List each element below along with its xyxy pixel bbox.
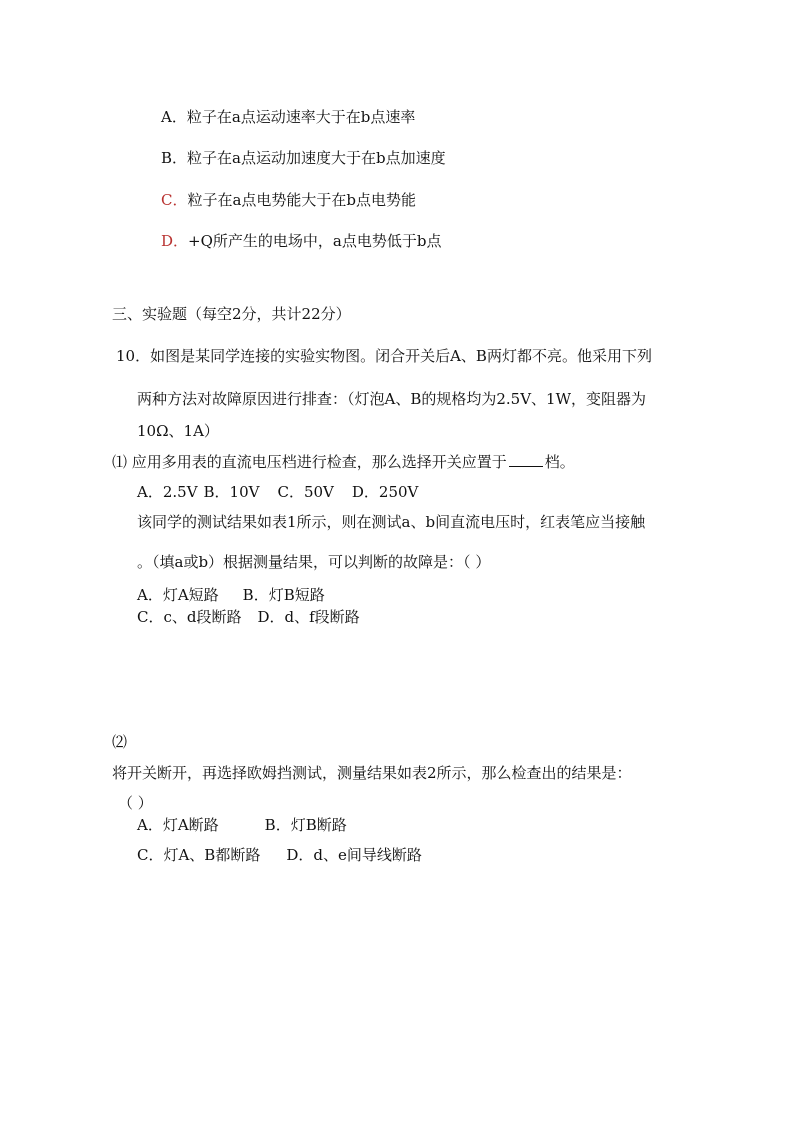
q10-part1-prompt — [112, 452, 575, 471]
part1-text2: 。（填a或b）根据测量结果，可以判断的故障是：（ ） — [137, 553, 491, 571]
part1-option-c: C．50V — [277, 483, 334, 501]
part2-choice-d: D．d、e间导线断路 — [286, 846, 422, 864]
option-c-text: 粒子在a点电势能大于在b点电势能 — [187, 191, 417, 209]
part1-choice-a: A．灯A短路 — [137, 586, 219, 604]
part1-text1: 该同学的测试结果如表1所示，则在测试a、b间直流电压时，红表笔应当接触 — [137, 513, 646, 531]
part1-choice-b: B．灯B短路 — [242, 586, 325, 604]
option-d-letter: D． — [161, 232, 189, 250]
part2-paren: （ ） — [118, 794, 153, 812]
part1-options-row — [137, 483, 418, 501]
option-a-text: 粒子在a点运动速率大于在b点速率 — [186, 108, 416, 126]
part1-answer-blank — [509, 452, 543, 467]
part1-choices-row1 — [137, 586, 325, 604]
part1-option-d: D．250V — [351, 483, 419, 501]
option-c-letter: C． — [161, 191, 188, 209]
option-d — [161, 232, 441, 250]
part2-choices-row1 — [137, 816, 347, 834]
section-heading: 三、实验题（每空2分，共计22分） — [112, 305, 351, 323]
option-b — [161, 149, 446, 167]
option-d-text: +Q所产生的电场中，a点电势低于b点 — [188, 232, 442, 250]
part1-option-a: A．2.5V — [137, 483, 198, 501]
q10-line2: 两种方法对故障原因进行排查：（灯泡A、B的规格均为2.5V、1W，变阻器为 — [137, 390, 647, 408]
part2-choices-row2 — [137, 846, 422, 864]
q10-line1: 10．如图是某同学连接的实验实物图。闭合开关后A、B两灯都不亮。他采用下列 — [116, 347, 652, 365]
part1-option-b: B．10V — [203, 483, 260, 501]
part2-text: 将开关断开，再选择欧姆挡测试，测量结果如表2所示，那么检查出的结果是： — [112, 764, 632, 782]
part1-after-blank: 档。 — [544, 453, 575, 471]
part1-choices-row2 — [137, 608, 360, 626]
option-a — [161, 108, 415, 126]
part1-before-blank: ⑴ 应用多用表的直流电压档进行检查，那么选择开关应置于 — [112, 453, 507, 471]
option-b-letter: B． — [161, 149, 188, 167]
part1-choice-c: C．c、d段断路 — [137, 608, 242, 626]
part1-choice-d: D．d、f段断路 — [257, 608, 360, 626]
q10-line3: 10Ω、1A） — [137, 422, 219, 440]
option-c — [161, 191, 416, 209]
option-a-letter: A． — [161, 108, 187, 126]
part2-choice-b: B．灯B断路 — [264, 816, 347, 834]
part2-choice-c: C．灯A、B都断路 — [137, 846, 261, 864]
option-b-text: 粒子在a点运动加速度大于在b点加速度 — [187, 149, 446, 167]
part2-label: ⑵ — [112, 733, 128, 751]
part2-choice-a: A．灯A断路 — [137, 816, 219, 834]
